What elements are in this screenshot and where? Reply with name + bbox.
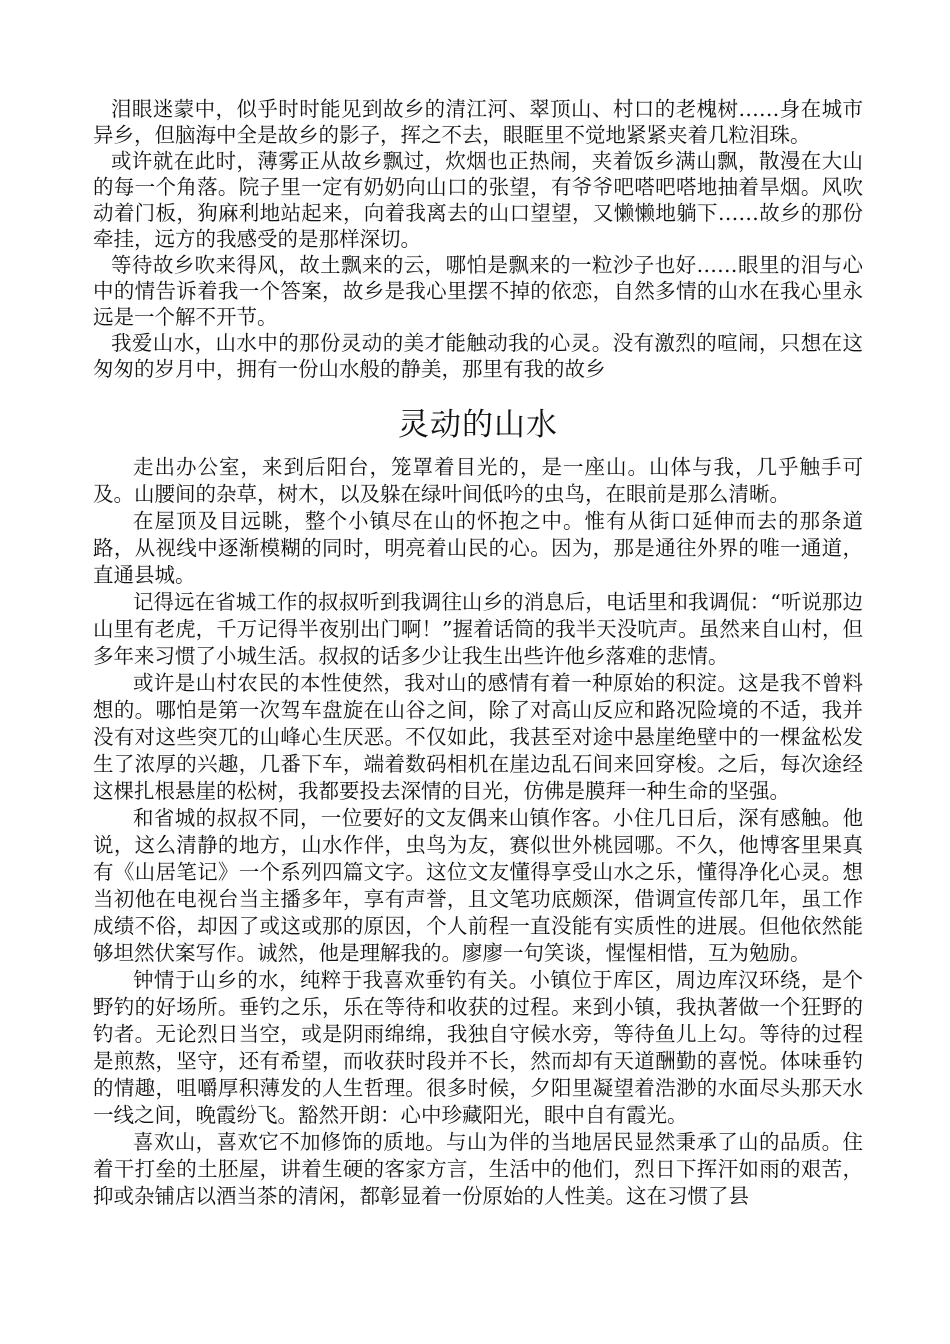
paragraph: 泪眼迷蒙中，似乎时时能见到故乡的清江河、翠顶山、村口的老槐树……身在城市异乡，但脑海中全是故乡的影子，挥之不去，眼眶里不觉地紧紧夹着几粒泪珠。: [93, 97, 863, 147]
document-page: [93, 96, 863, 1210]
paragraph: 记得远在省城工作的叔叔听到我调往山乡的消息后，电话里和我调侃：“听说那边山里有老虎，千万记得半夜别出门啊！”握着话筒的我半天没吭声。虽然来自山村，但多年来习惯了小城生活。叔叔的话多少让我生出些许他乡落难的悲情。: [93, 590, 863, 668]
paragraph: 或许是山村农民的本性使然，我对山的感情有着一种原始的积淀。这是我不曾料想的。哪怕是第一次驾车盘旋在山谷之间，除了对高山反应和路况险境的不适，我并没有对这些突兀的山峰心生厌恶。不仅如此，我甚至对途中悬崖绝壁中的一棵盆松发生了浓厚的兴趣，几番下车，端着数码相机在崖边乱石间来回穿梭。之后，每次途经这棵扎根悬崖的松树，我都要投去深情的目光，仿佛是膜拜一种生命的坚强。: [93, 671, 863, 803]
paragraph: 走出办公室，来到后阳台，笼罩着目光的，是一座山。山体与我，几乎触手可及。山腰间的杂草，树木，以及躲在绿叶间低吟的虫鸟，在眼前是那么清晰。: [93, 455, 863, 506]
section-hometown: [93, 96, 863, 382]
paragraph: 钟情于山乡的水，纯粹于我喜欢垂钓有关。小镇位于库区，周边库汉环绕，是个野钓的好场所。垂钓之乐，乐在等待和收获的过程。来到小镇，我执著做一个狂野的钓者。无论烈日当空，或是阴雨绵绵，我独自守候水旁，等待鱼儿上勾。等待的过程是煎熬，坚守，还有希望，而收获时段并不长，然而却有天道酬勤的喜悦。体味垂钓的情趣，咀嚼厚积薄发的人生哲理。很多时候，夕阳里凝望着浩渺的水面尽头那天水一线之间，晚霞纷飞。豁然开朗：心中珍藏阳光，眼中自有霞光。: [93, 968, 863, 1127]
paragraph: 等待故乡吹来得风，故土飘来的云，哪怕是飘来的一粒沙子也好……眼里的泪与心中的情告诉着我一个答案，故乡是我心里摆不掉的依恋，自然多情的山水在我心里永远是一个解不开节。: [93, 253, 863, 329]
paragraph: 喜欢山，喜欢它不加修饰的质地。与山为伴的当地居民显然秉承了山的品质。住着干打垒的土胚屋，讲着生硬的客家方言，生活中的他们，烈日下挥汗如雨的艰苦，抑或杂铺店以酒当茶的清闲，都彰显着一份原始的人性美。这在习惯了县: [93, 1130, 863, 1208]
paragraph: 我爱山水，山水中的那份灵动的美才能触动我的心灵。没有激烈的喧闹，只想在这匆匆的岁月中，拥有一份山水般的静美，那里有我的故乡: [93, 331, 863, 381]
section-article-body: [93, 454, 863, 1210]
paragraph: 和省城的叔叔不同，一位要好的文友偶来山镇作客。小住几日后，深有感触。他说，这么清静的地方，山水作伴，虫鸟为友，赛似世外桃园哪。不久，他博客里果真有《山居笔记》一个系列四篇文字。这位文友懂得享受山水之乐，懂得净化心灵。想当初他在电视台当主播多年，享有声誉，且文笔功底颇深，借调宣传部几年，虽工作成绩不俗，却因了或这或那的原因，个人前程一直没能有实质性的进展。但他依然能够坦然伏案写作。诚然，他是理解我的。廖廖一句笑谈，惺惺相惜，互为勉励。: [93, 806, 863, 965]
paragraph: 或许就在此时，薄雾正从故乡飘过，炊烟也正热闹，夹着饭乡满山飘，散漫在大山的每一个角落。院子里一定有奶奶向山口的张望，有爷爷吧嗒吧嗒地抽着旱烟。风吹动着门板，狗麻利地站起来，向着我离去的山口望望，又懒懒地躺下……故乡的那份牵挂，远方的我感受的是那样深切。: [93, 149, 863, 251]
article-title: 灵动的山水: [398, 407, 558, 443]
paragraph: 在屋顶及目远眺，整个小镇尽在山的怀抱之中。惟有从街口延伸而去的那条道路，从视线中逐渐模糊的同时，明亮着山民的心。因为，那是通往外界的唯一通道，直通县城。: [93, 509, 863, 587]
